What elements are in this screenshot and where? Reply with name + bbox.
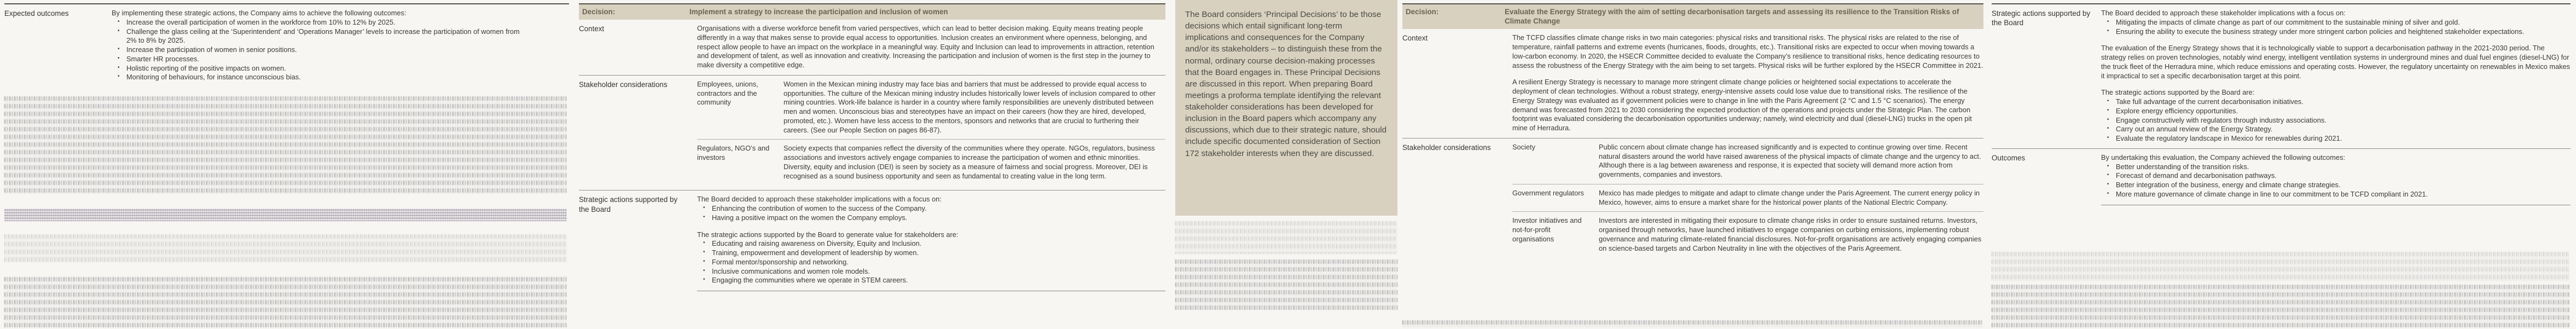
decision-label: Decision:	[582, 8, 616, 16]
stakeholder-group: Regulators, NGO’s and investors	[697, 144, 770, 162]
illegible-text-block	[1992, 285, 2569, 327]
context-paragraph-2: A resilient Energy Strategy is necessary to manage more stringent climate change policies or heightened social expectations to accelerate the deployment of clean technologies. Without a robust strategy, energy-intensive assets could lose value due to transitional risks. The resilience of the Energy Strategy was evaluated as if government policies were to change in line with the Paris Agreement (2 °C and 1.5 °C scenarios). The energy demand was forecasted from 2021 to 2030 considering the expected production of the operations and projects under the Strategic Plan. The carbon footprint was evaluated considering the decarbonisation opportunities underway; namely, wind electricity and dual (diesel-LNG) trucks in the open pit mine of Herradura.	[1512, 78, 1972, 132]
outcomes-content	[2101, 153, 2571, 205]
list-item: • Explore energy efficiency opportunities.	[2101, 107, 2571, 116]
illegible-text-block	[4, 96, 567, 194]
strategic-actions-content	[2101, 9, 2571, 143]
context-row	[1402, 29, 1983, 138]
list-item: • More mature governance of climate change in line to our commitment to be TCFD compliant in 2021.	[2101, 190, 2571, 199]
expected-outcomes-list	[112, 18, 526, 82]
list-item: • Having a positive impact on the women the Company employs.	[697, 213, 1165, 223]
list-item: • Forecast of demand and decarbonisation pathways.	[2101, 171, 2571, 181]
context-text: Organisations with a diverse workforce benefit from varied perspectives, which can lead to better decision making. Equity means treating people differently in a way that makes sense to provide equal access to opportunities. Inclusion creates an environment where openness, belonging, and respect allow people to have an impact on the workplace in a meaningful way. Equity and Inclusion can lead to improvements in attraction, retention and development of talent, as well as innovation and creativity. Increasing the participation and inclusion of women is the first step in the journey to make diversity a competitive edge.	[697, 24, 1154, 70]
illegible-text-block	[4, 277, 567, 327]
list-item: • Engage constructively with regulators through industry associations.	[2101, 116, 2571, 125]
stakeholder-row	[1402, 138, 1983, 263]
evaluation-paragraph: The evaluation of the Energy Strategy shows that it is technologically viable to support a decarbonisation pathway in the 2021-2030 period. The strategy relies on proven technologies, notably wind energy, intelligent ventilation systems in underground mines and dual fuel engines (diesel-LNG) for the truck fleet of the Herradura mine, which reduce emissions and operating costs. However, the regulatory uncertainty on renewables in Mexico makes it impractical to set a specific decarbonisation target at this point.	[2101, 44, 2571, 80]
list-item: • Ensuring the ability to execute the business strategy under more stringent carbon policies and heightened stakeholder expectations.	[2101, 27, 2571, 37]
callout-text: The Board considers ‘Principal Decisions’ to be those decisions which entail significant long-term implications and consequences for the Company and/or its stakeholders – to distinguish these from the normal, ordinary course decision-making processes that the Board engages in. These Principal Decisions are discussed in this report. When preparing Board meetings a proforma template identifying the relevant stakeholder considerations has been developed for inclusion in the Board papers which accompany any discussions, which due to their strategic nature, should include specific documented consideration of Section 172 stakeholder interests when they are discussed.	[1185, 10, 1387, 158]
illegible-text-block	[1175, 221, 1397, 254]
actions-intro: The Board decided to approach these stakeholder implications with a focus on:	[697, 195, 942, 204]
illegible-text-block	[4, 234, 567, 263]
decision-title: Implement a strategy to increase the participation and inclusion of women	[689, 8, 948, 16]
list-item: • Enhancing the contribution of women to the success of the Company.	[697, 204, 1165, 213]
list-item: • Challenge the glass ceiling at the ‘Superintendent’ and ‘Operations Manager’ levels to increase the participation of women from 2% to 8% by 2025.	[112, 27, 526, 46]
stakeholder-text: Public concern about climate change has increased significantly and is expected to continue growing over time. Recent natural disasters around the world have raised awareness of the physical impacts of climate change and the urgency to act. Although there is a lag between awareness and response, it is expected that society will demand more action from governments, companies and investors.	[1599, 142, 1981, 179]
outcomes-list	[2101, 163, 2571, 199]
list-item: • Better integration of the business, energy and climate change strategies.	[2101, 181, 2571, 190]
stakeholder-row	[579, 75, 1165, 191]
actions-intro: The Board decided to approach these stakeholder implications with a focus on:	[2101, 9, 2346, 17]
strategic-actions-row	[579, 190, 1165, 296]
stakeholder-label: Stakeholder considerations	[579, 80, 668, 89]
illegible-text-band	[1402, 320, 1982, 328]
strategic-actions-label: Strategic actions supported by the Board	[1992, 9, 2091, 27]
list-item: • Better understanding of the transition risks.	[2101, 163, 2571, 172]
panel-decision-energy	[1402, 0, 1983, 329]
actions-list	[697, 239, 1165, 285]
strategic-actions-row	[1992, 4, 2571, 148]
list-item: • Take full advantage of the current decarbonisation initiatives.	[2101, 97, 2571, 107]
stakeholder-subrow	[1512, 184, 1983, 212]
list-item: • Engaging the communities where we operate in STEM careers.	[697, 276, 1165, 285]
stakeholder-group: Investor initiatives and not-for-profit organisations	[1512, 216, 1582, 243]
decision-label: Decision:	[1406, 8, 1439, 16]
principal-decisions-callout	[1175, 0, 1397, 216]
stakeholder-subrow	[697, 80, 1165, 140]
spacer	[697, 223, 1165, 230]
focus-list	[697, 204, 1165, 223]
stakeholder-subrow	[1512, 211, 1983, 257]
stakeholder-content	[1512, 143, 1983, 258]
list-item: • Inclusive communications and women role models.	[697, 267, 1165, 276]
actions-intro-2: The strategic actions supported by the Board to generate value for stakeholders are:	[697, 230, 959, 239]
list-item: • Training, empowerment and development of leadership by women.	[697, 249, 1165, 258]
list-item: • Holistic reporting of the positive impacts on women.	[112, 64, 526, 73]
panel-decision-women	[579, 0, 1165, 329]
context-paragraph-1: The TCFD classifies climate change risks in two main categories: physical risks and transitional risks. The physical risks are related to the rise of temperature, rainfall patterns and extreme events (hurricanes, floods, droughts, etc.). Transitional risks are expected to occur when moving towards a low-carbon economy. In 2020, the HSECR Committee decided to evaluate the Company’s resilience to transitional risks, hence dedicating resources to assess the robustness of the Energy Strategy with the aim being to set targets. Physical risks will be further explored by the HSECR Committee in 2021.	[1512, 33, 1983, 70]
actions-list	[2101, 97, 2571, 143]
illegible-text-block	[1992, 252, 2569, 281]
stakeholder-group: Employees, unions, contractors and the community	[697, 79, 758, 107]
stakeholder-text: Mexico has made pledges to mitigate and adapt to climate change under the Paris Agreement. The current energy policy in Mexico, however, aims to ensure a market share for the historical power plants of the National Electric Company.	[1599, 188, 1980, 206]
list-item: • Monitoring of behaviours, for instance unconscious bias.	[112, 73, 526, 82]
expected-outcomes-row	[4, 4, 569, 87]
stakeholder-group: Government regulators	[1512, 188, 1584, 197]
list-item: • Educating and raising awareness on Diversity, Equity and Inclusion.	[697, 239, 1165, 249]
list-item: • Increase the overall participation of women in the workforce from 10% to 12% by 2025.	[112, 18, 526, 27]
list-item: • Smarter HR processes.	[112, 55, 526, 64]
context-label: Context	[579, 25, 605, 33]
context-row	[579, 20, 1165, 75]
expected-outcomes-label: Expected outcomes	[4, 9, 69, 18]
outcomes-row	[1992, 148, 2571, 210]
stakeholder-label: Stakeholder considerations	[1402, 143, 1491, 152]
stakeholder-subrow	[1512, 143, 1983, 184]
stakeholder-text: Investors are interested in mitigating their exposure to climate change risks in order to ensure sustained returns. Investors, organised through networks, have launched initiatives to engage companies on curbing emissions, implementing robust governance and maturing climate-related financial disclosures. Not-for-profit organisations are actively engaging companies on science-based targets and Carbon Neutrality in line with the objectives of the Paris Agreement.	[1599, 216, 1982, 252]
stakeholder-text: Society expects that companies reflect the diversity of the communities where they operate. NGOs, regulators, business associations and investors actively engage companies to increase the participation of women and ethnic minorities. Diversity, equity and inclusion (DEI) is seen by society as a measure of fairness and social progress. Moreover, DEI is recognised as a sound business opportunity and seen as fundamental to creating value in the long term.	[784, 144, 1155, 180]
list-item: • Increase the participation of women in senior positions.	[112, 45, 526, 55]
expected-outcomes-intro: By implementing these strategic actions, the Company aims to achieve the following outcomes:	[112, 9, 407, 17]
strategic-actions-content	[697, 195, 1165, 291]
actions-intro-2: The strategic actions supported by the Board are:	[2101, 88, 2255, 97]
decision-header	[579, 4, 1165, 20]
list-item: • Carry out an annual review of the Energy Strategy.	[2101, 125, 2571, 134]
list-item: • Mitigating the impacts of climate change as part of our commitment to the sustainable mining of silver and gold.	[2101, 18, 2571, 27]
spacer	[2101, 36, 2571, 44]
focus-list	[2101, 18, 2571, 37]
strategic-actions-label: Strategic actions supported by the Board	[579, 195, 678, 213]
decision-header	[1402, 4, 1983, 29]
stakeholder-text: Women in the Mexican mining industry may face bias and barriers that must be addressed to provide equal access to opportunities. The culture of the Mexican mining industry includes historically lower levels of inclusion compared to other mining countries. Work-life balance is harder in a country where family responsibilities are unevenly distributed between men and women. Unconscious bias and stereotypes have an impact on their careers (how they are hired, developed, promoted, etc.). Women have less access to the mentors, sponsors and networks that are crucial to furthering their careers. (See our People Section on pages 86-87).	[784, 79, 1156, 134]
illegible-text-block	[1175, 259, 1397, 310]
list-item: • Formal mentor/sponsorship and networking.	[697, 258, 1165, 267]
stakeholder-content	[697, 80, 1165, 186]
stakeholder-subrow	[697, 139, 1165, 185]
expected-outcomes-content	[112, 9, 526, 82]
outcomes-label: Outcomes	[1992, 153, 2026, 162]
list-item: • Evaluate the regulatory landscape in Mexico for renewables during 2021.	[2101, 134, 2571, 143]
illegible-text-band	[4, 209, 567, 221]
context-text	[1512, 33, 1983, 133]
outcomes-intro: By undertaking this evaluation, the Company achieved the following outcomes:	[2101, 153, 2346, 161]
stakeholder-group: Society	[1512, 142, 1535, 151]
spacer	[2101, 80, 2571, 88]
context-label: Context	[1402, 34, 1428, 43]
decision-title: Evaluate the Energy Strategy with the aim of setting decarbonisation targets and assessing its resilience to the Transition Risks of Climate Change	[1505, 8, 1959, 26]
